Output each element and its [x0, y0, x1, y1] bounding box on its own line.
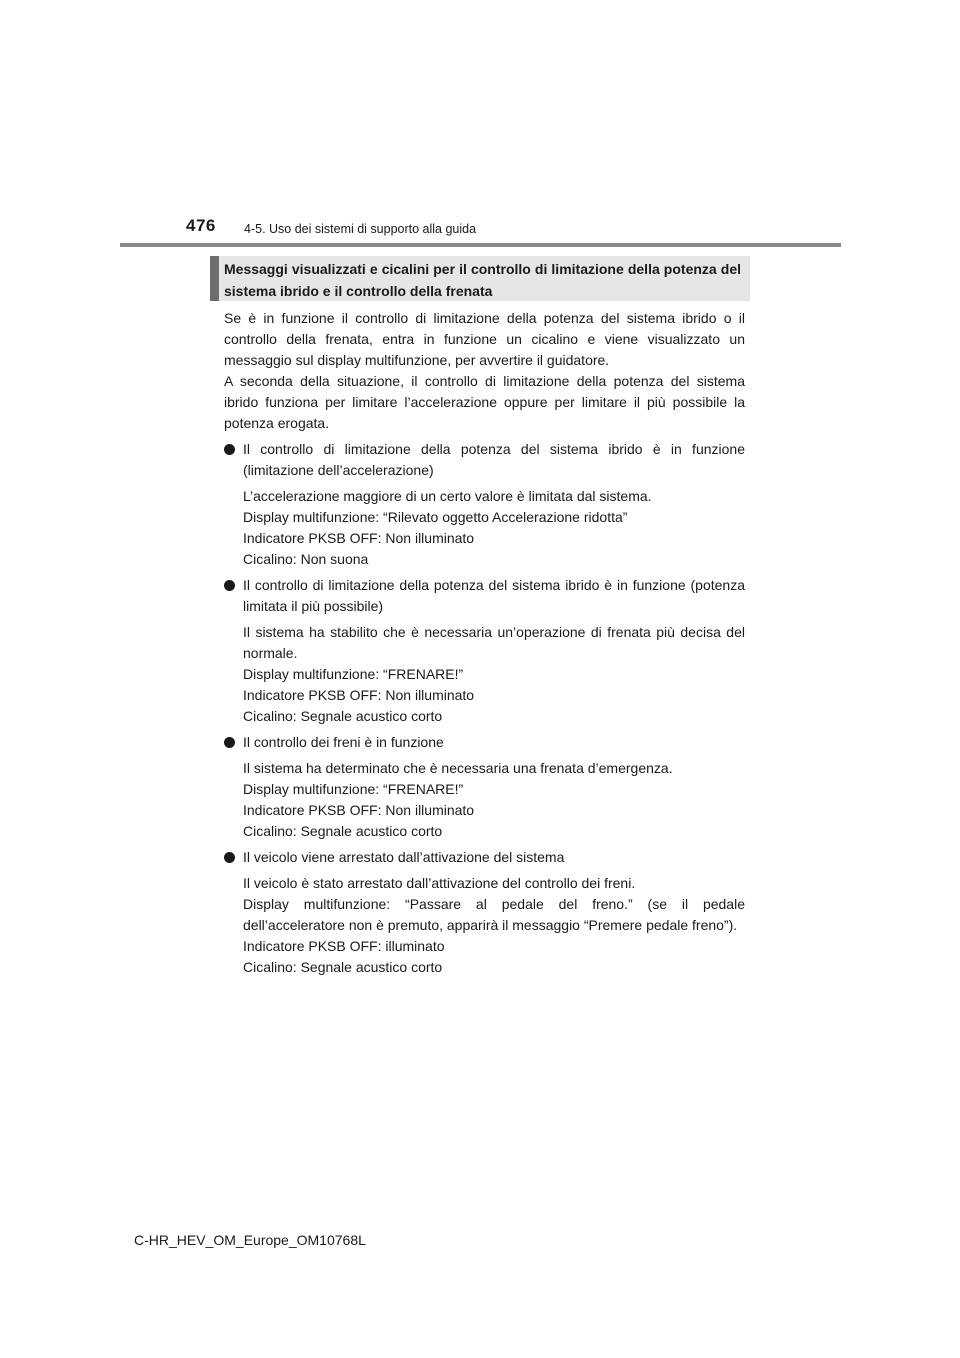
- header-divider: [120, 243, 841, 247]
- bullet-icon: [224, 737, 235, 748]
- item-heading: Il veicolo viene arrestato dall’attivazione del sistema: [243, 849, 565, 865]
- item-buzzer: Cicalino: Non suona: [243, 551, 369, 567]
- bullet-icon: [224, 444, 235, 455]
- page-number: 476: [186, 216, 216, 235]
- item-display: Display multifunzione: “Rilevato oggetto Accelerazione ridotta”: [243, 509, 628, 525]
- item-description: Il sistema ha stabilito che è necessaria un’operazione di frenata più decisa del normale.: [243, 624, 745, 661]
- item-indicator: Indicatore PKSB OFF: Non illuminato: [243, 802, 475, 818]
- bullet-icon: [224, 852, 235, 863]
- item-indicator: Indicatore PKSB OFF: Non illuminato: [243, 530, 475, 546]
- section-title-bar: [210, 256, 219, 301]
- item-heading: Il controllo dei freni è in funzione: [243, 734, 444, 750]
- chapter-header: 4-5. Uso dei sistemi di supporto alla guida: [244, 222, 477, 236]
- page-content: [224, 308, 745, 978]
- section-title: Messaggi visualizzati e cicalini per il controllo di limitazione della potenza del sistema ibrido e il controllo della frenata: [224, 261, 741, 299]
- item-display: Display multifunzione: “FRENARE!”: [243, 781, 464, 797]
- item-display: Display multifunzione: “Passare al pedale del freno.” (se il pedale dell’acceleratore non è premuto, apparirà il messaggio “Premere pedale freno”).: [243, 896, 745, 933]
- list-item: [224, 847, 745, 978]
- item-buzzer: Cicalino: Segnale acustico corto: [243, 823, 443, 839]
- item-description: Il veicolo è stato arrestato dall’attivazione del controllo dei freni.: [243, 875, 636, 891]
- intro-paragraph: Se è in funzione il controllo di limitazione della potenza del sistema ibrido o il controllo della frenata, entra in funzione un cicalino e viene visualizzato un messaggio sul display multifunzione, per avvertire il guidatore.: [224, 310, 745, 368]
- intro-paragraph: A seconda della situazione, il controllo di limitazione della potenza del sistema ibrido funziona per limitare l’accelerazione oppure per limitare il più possibile la potenza erogata.: [224, 373, 745, 431]
- list-item: [224, 732, 745, 842]
- item-body: [243, 622, 745, 727]
- item-body: [243, 873, 745, 978]
- item-buzzer: Cicalino: Segnale acustico corto: [243, 959, 443, 975]
- item-body: [243, 486, 745, 570]
- item-description: Il sistema ha determinato che è necessaria una frenata d’emergenza.: [243, 760, 673, 776]
- list-item: [224, 439, 745, 570]
- item-body: [243, 758, 745, 842]
- item-indicator: Indicatore PKSB OFF: Non illuminato: [243, 687, 475, 703]
- intro: [224, 308, 745, 434]
- item-indicator: Indicatore PKSB OFF: illuminato: [243, 938, 445, 954]
- item-description: L’accelerazione maggiore di un certo valore è limitata dal sistema.: [243, 488, 652, 504]
- item-heading: Il controllo di limitazione della potenza del sistema ibrido è in funzione (potenza limitata il più possibile): [243, 577, 745, 614]
- bullet-icon: [224, 580, 235, 591]
- item-heading: Il controllo di limitazione della potenza del sistema ibrido è in funzione (limitazione dell’accelerazione): [243, 441, 745, 478]
- item-buzzer: Cicalino: Segnale acustico corto: [243, 708, 443, 724]
- list-item: [224, 575, 745, 727]
- item-display: Display multifunzione: “FRENARE!”: [243, 666, 464, 682]
- document-code: C-HR_HEV_OM_Europe_OM10768L: [134, 1232, 366, 1248]
